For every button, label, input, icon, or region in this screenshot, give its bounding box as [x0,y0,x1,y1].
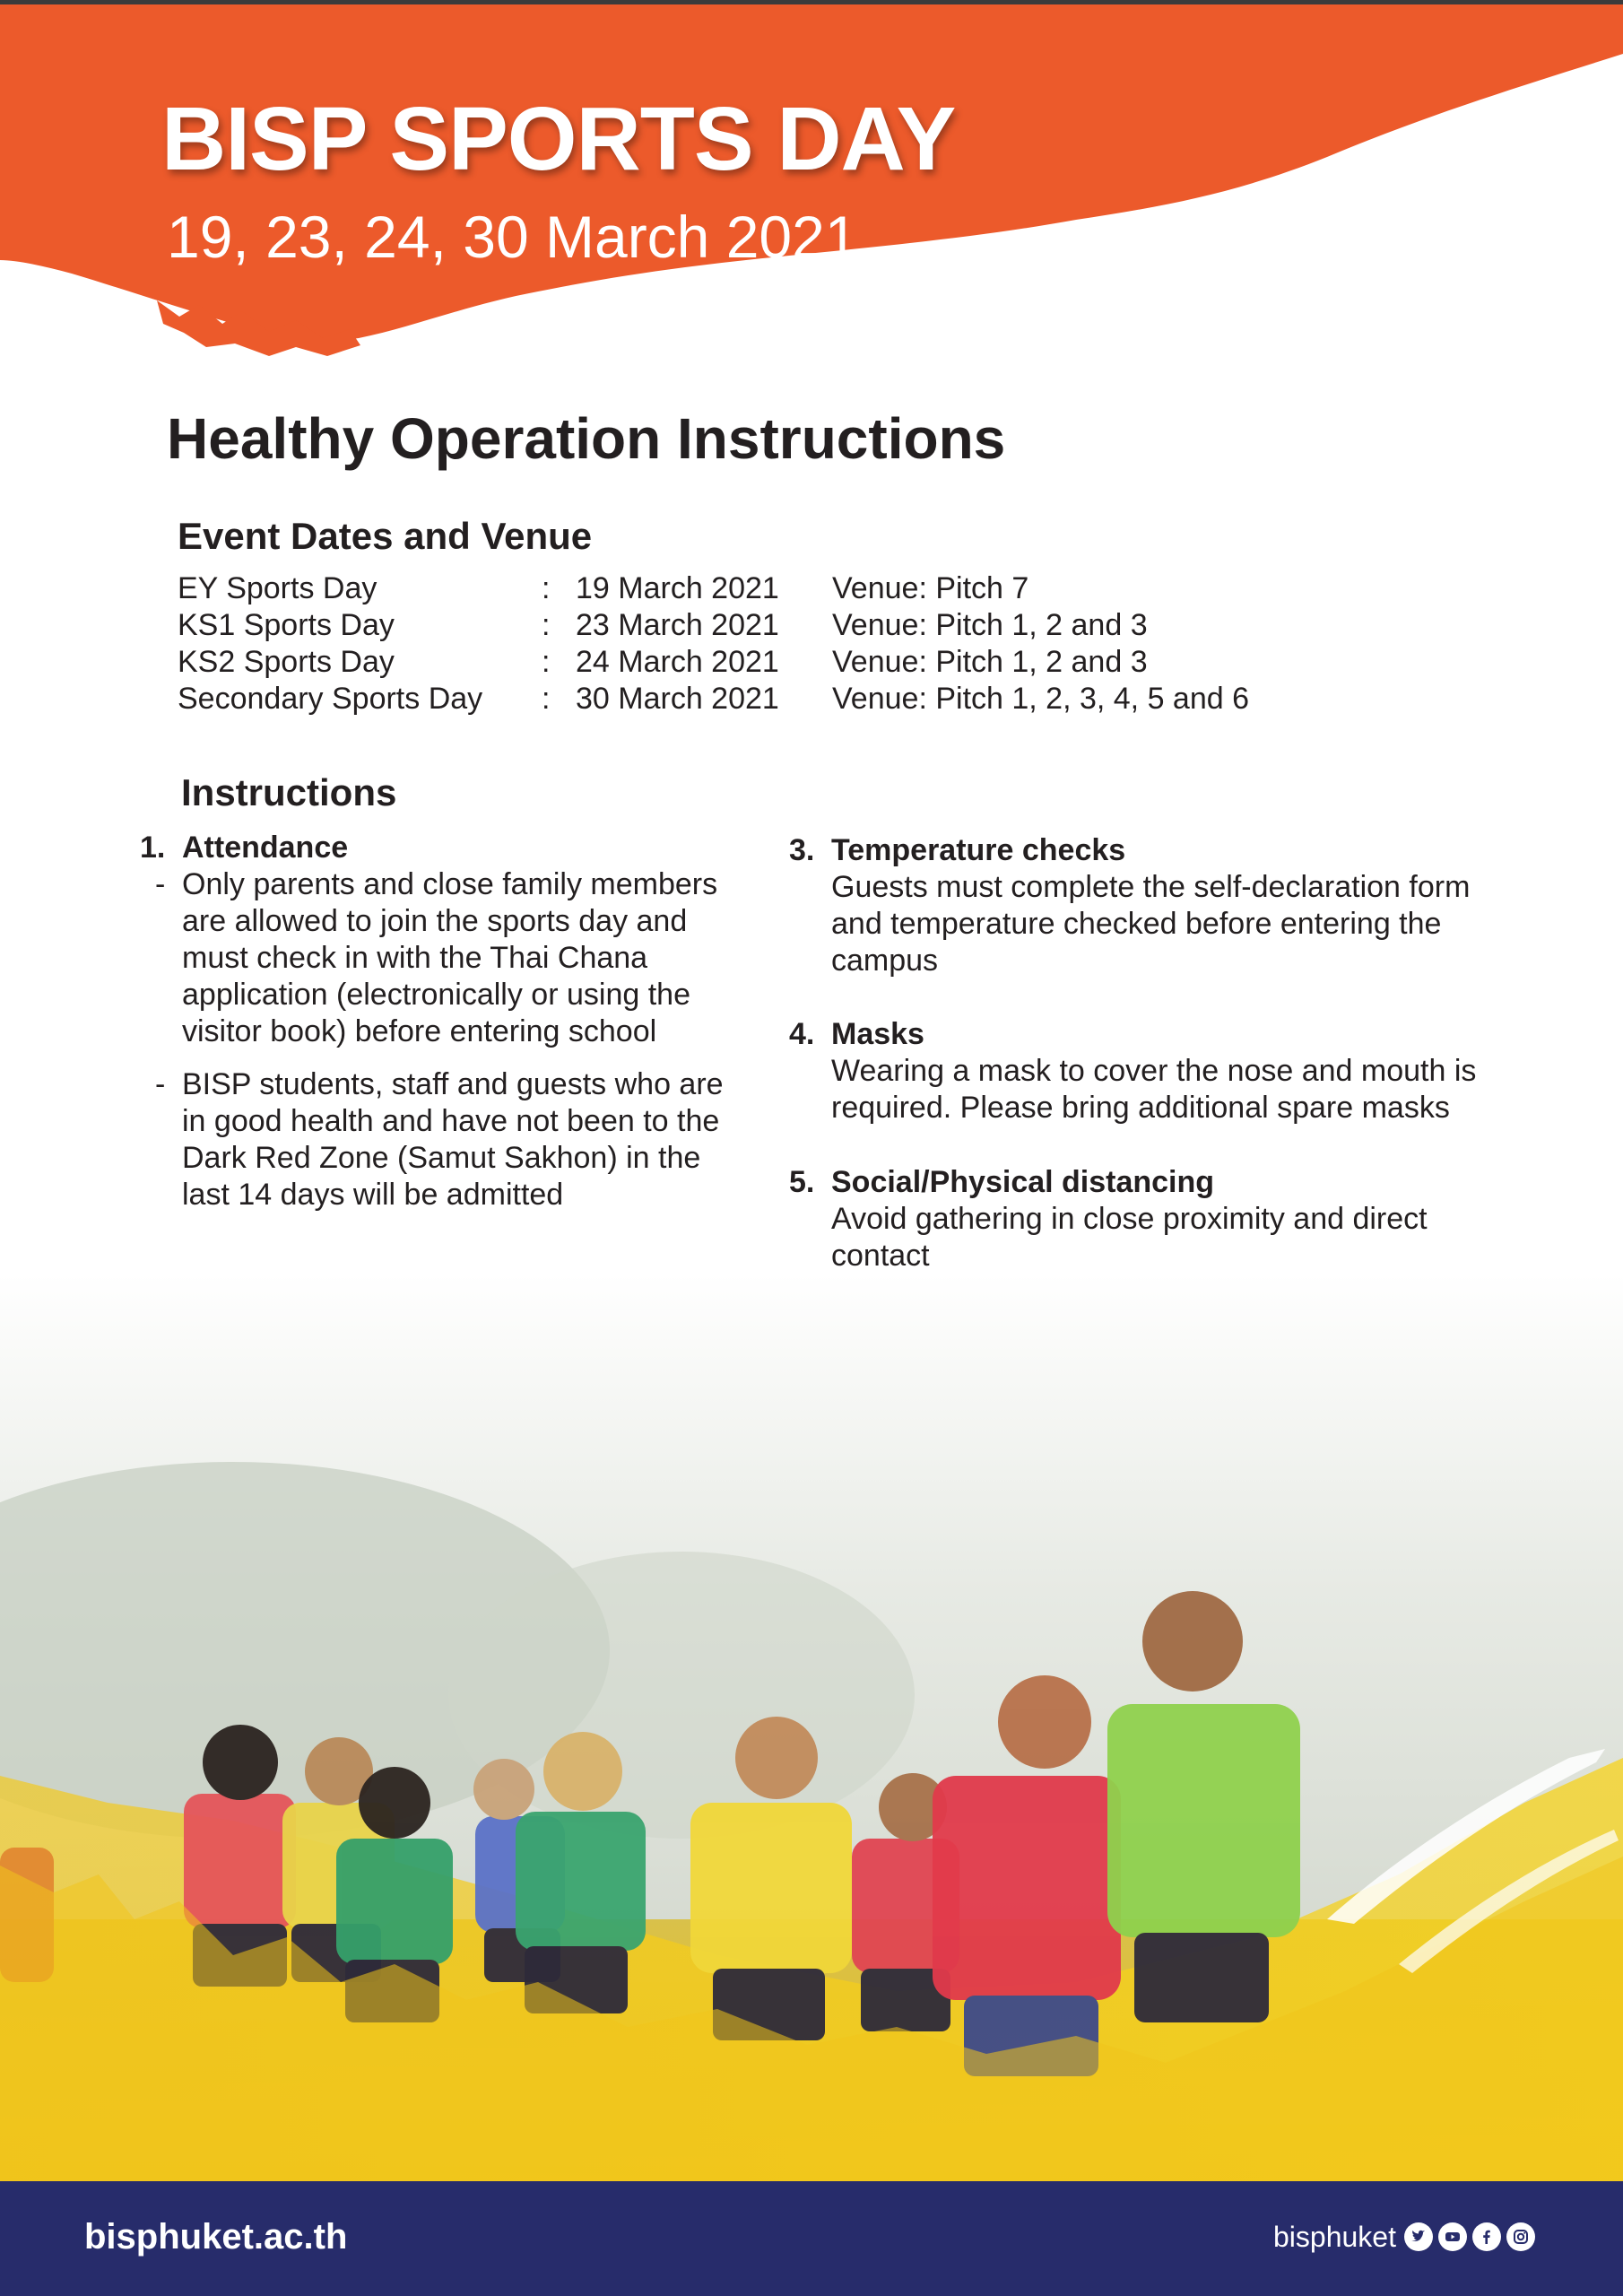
instruction-text: Guests must complete the self-declaration form and temperature checked before entering the campus [831,870,1471,978]
event-date: 30 March 2021 [576,682,779,716]
instruction-item-distancing [789,1164,1477,1274]
instagram-icon[interactable] [1506,2222,1535,2251]
runner-shirt [1107,1704,1300,1937]
runner-shirt [516,1812,646,1951]
event-date: 23 March 2021 [576,608,779,642]
event-name: EY Sports Day [178,571,378,605]
instruction-bullet [155,1066,729,1213]
event-row [178,681,1343,718]
runner-head [735,1717,818,1799]
event-dates: 19, 23, 24, 30 March 2021 [167,204,858,270]
instruction-title: Social/Physical distancing [831,1165,1215,1199]
runner-head [543,1732,622,1811]
instruction-item-temperature [789,832,1513,979]
event-title: BISP SPORTS DAY [161,89,956,189]
instruction-item-attendance [140,830,729,1213]
banner-speck [1520,117,1529,126]
banner-speck [946,249,955,258]
event-table [178,570,1343,718]
banner-speck [1046,230,1053,238]
event-separator: : [542,571,551,605]
banner-speck [1236,216,1243,223]
instruction-number: 5. [789,1165,815,1199]
instruction-bullet [155,866,729,1050]
instruction-title: Attendance [182,831,349,865]
event-row [178,607,1343,644]
event-separator: : [542,608,551,642]
event-name: KS1 Sports Day [178,608,395,642]
instruction-title: Temperature checks [831,833,1126,867]
bullet-text: BISP students, staff and guests who are in good health and have not been to the Dark Red Zone (Samut Sakhon) in the last 14 days will be admitted [182,1067,724,1212]
banner-speck [1206,204,1215,213]
event-venue: Venue: Pitch 1, 2 and 3 [832,608,1148,642]
runner-shirt [933,1776,1121,2000]
bullet-text: Only parents and close family members are allowed to join the sports day and must check in with the Thai Chana application (electronically or using the visitor book) before entering school [182,867,718,1048]
event-separator: : [542,645,551,679]
page-title: Healthy Operation Instructions [167,406,1006,471]
header-banner [0,4,1623,381]
instruction-number: 1. [140,831,166,865]
event-name: Secondary Sports Day [178,682,483,716]
website-link[interactable]: bisphuket.ac.th [84,2217,348,2257]
instruction-number: 4. [789,1017,815,1051]
event-row [178,570,1343,607]
social-icons [1404,2222,1535,2251]
runner-head [203,1725,278,1800]
social-handle: bisphuket [1273,2221,1396,2253]
footer-bar [0,2181,1623,2296]
runner-head [1142,1591,1243,1692]
runners-photo [0,1274,1623,2181]
event-date: 19 March 2021 [576,571,779,605]
bullet-marker: - [155,867,166,901]
instruction-text: Wearing a mask to cover the nose and mouth is required. Please bring additional spare masks [831,1054,1477,1125]
event-separator: : [542,682,551,716]
banner-speck [974,243,981,250]
event-dates-heading: Event Dates and Venue [178,515,593,557]
runner-head [359,1767,430,1839]
facebook-icon[interactable] [1472,2222,1501,2251]
instruction-title: Masks [831,1017,924,1051]
event-row [178,644,1343,681]
runner-head [998,1675,1091,1769]
instruction-number: 3. [789,833,815,867]
runner-shirt [184,1794,296,1928]
runner-head [473,1759,534,1820]
youtube-icon[interactable] [1438,2222,1467,2251]
event-date: 24 March 2021 [576,645,779,679]
instructions-heading: Instructions [181,771,397,813]
event-venue: Venue: Pitch 7 [832,571,1029,605]
twitter-icon[interactable] [1404,2222,1433,2251]
runner-shirt [690,1803,852,1973]
banner-speck [999,247,1010,257]
instruction-item-masks [789,1016,1513,1126]
runner-shirt [336,1839,453,1964]
event-name: KS2 Sports Day [178,645,395,679]
runner-shorts [1134,1933,1269,2022]
event-venue: Venue: Pitch 1, 2, 3, 4, 5 and 6 [832,682,1250,716]
event-venue: Venue: Pitch 1, 2 and 3 [832,645,1148,679]
instruction-text: Avoid gathering in close proximity and direct contact [831,1202,1428,1273]
bullet-marker: - [155,1067,166,1101]
